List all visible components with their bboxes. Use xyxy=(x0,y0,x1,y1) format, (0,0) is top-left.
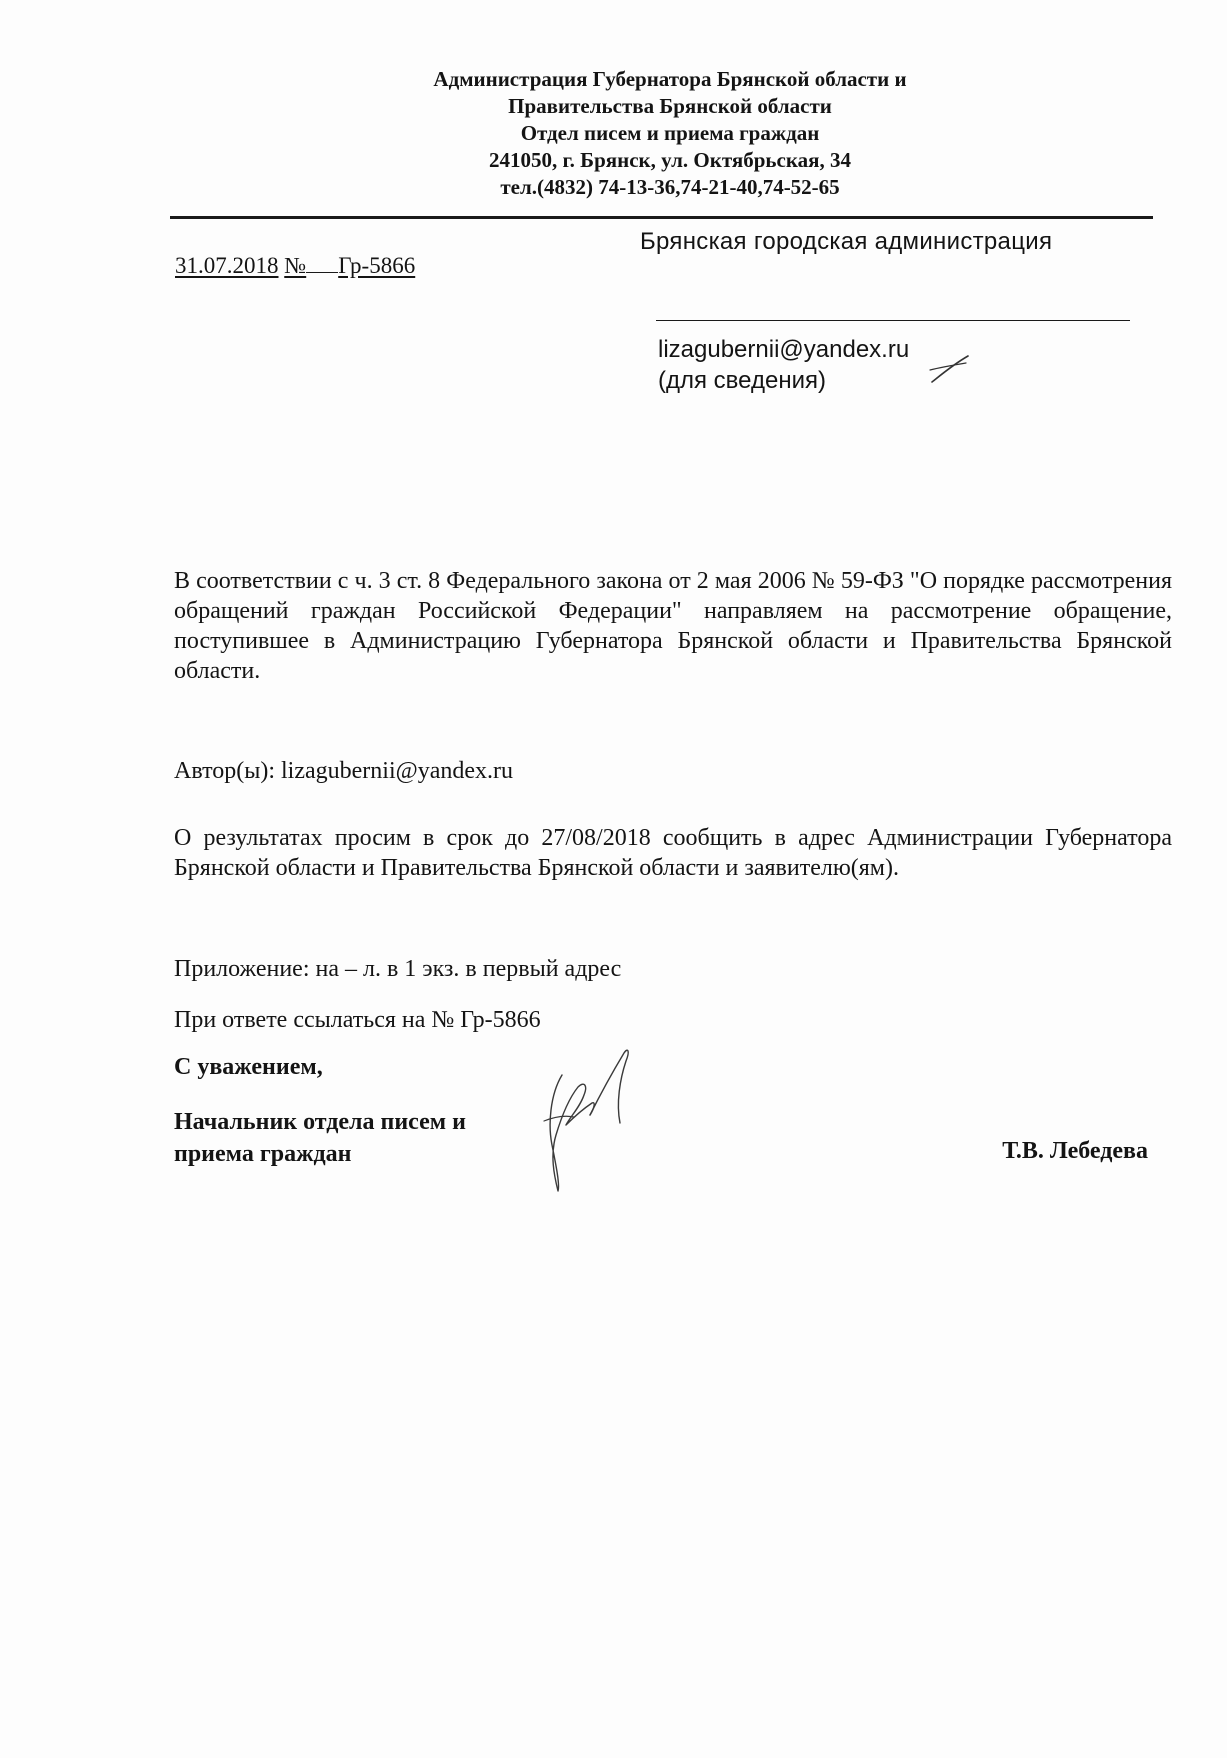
signer-position-line1: Начальник отдела писем и xyxy=(174,1109,466,1135)
reference-number-sign: № xyxy=(284,253,307,278)
results-request-paragraph: О результатах просим в срок до 27/08/2018 сообщить в адрес Администрации Губернатора Брянской области и Правительства Брянской области и заявителю(ям). xyxy=(174,825,1172,881)
signer-position xyxy=(174,1106,466,1170)
signer-position-line2: приема граждан xyxy=(174,1141,352,1167)
checkmark-icon xyxy=(928,352,972,386)
signer-name: Т.В. Лебедева xyxy=(1002,1138,1148,1164)
copy-recipient xyxy=(658,334,909,396)
letterhead-org-line2: Правительства Брянской области xyxy=(508,94,832,118)
letterhead-department: Отдел писем и приема граждан xyxy=(520,121,820,145)
main-paragraph: В соответствии с ч. 3 ст. 8 Федерального закона от 2 мая 2006 № 59-ФЗ "О порядке рассмотрения обращений граждан Российской Федерации" направляем на рассмотрение обращение, поступившее в Администрацию Губернатора Брянской области и Правительства Брянской области. xyxy=(174,568,1172,684)
letterhead-phone: тел.(4832) 74-13-36,74-21-40,74-52-65 xyxy=(500,175,840,199)
recipient-name: Брянская городская администрация xyxy=(640,228,1053,255)
closing-greeting: С уважением, xyxy=(174,1054,323,1080)
reference-date: 31.07.2018 xyxy=(175,253,279,278)
reference-number-gap xyxy=(306,252,338,273)
letterhead-org-line1: Администрация Губернатора Брянской области и xyxy=(433,67,907,91)
letterhead xyxy=(170,66,1170,201)
copy-recipient-email: lizagubernii@yandex.ru xyxy=(658,336,910,363)
attachment-line: Приложение: на – л. в 1 экз. в первый адрес xyxy=(174,956,622,982)
reference-number: Гр-5866 xyxy=(338,253,416,278)
recipient-divider xyxy=(656,320,1130,321)
outgoing-reference xyxy=(175,252,415,279)
copy-recipient-note: (для сведения) xyxy=(658,367,826,394)
letterhead-address: 241050, г. Брянск, ул. Октябрьская, 34 xyxy=(489,148,851,172)
letterhead-divider xyxy=(170,216,1153,219)
handwritten-signature xyxy=(530,1035,650,1195)
reply-reference-line: При ответе ссылаться на № Гр-5866 xyxy=(174,1007,541,1033)
authors-line: Автор(ы): lizagubernii@yandex.ru xyxy=(174,758,514,784)
